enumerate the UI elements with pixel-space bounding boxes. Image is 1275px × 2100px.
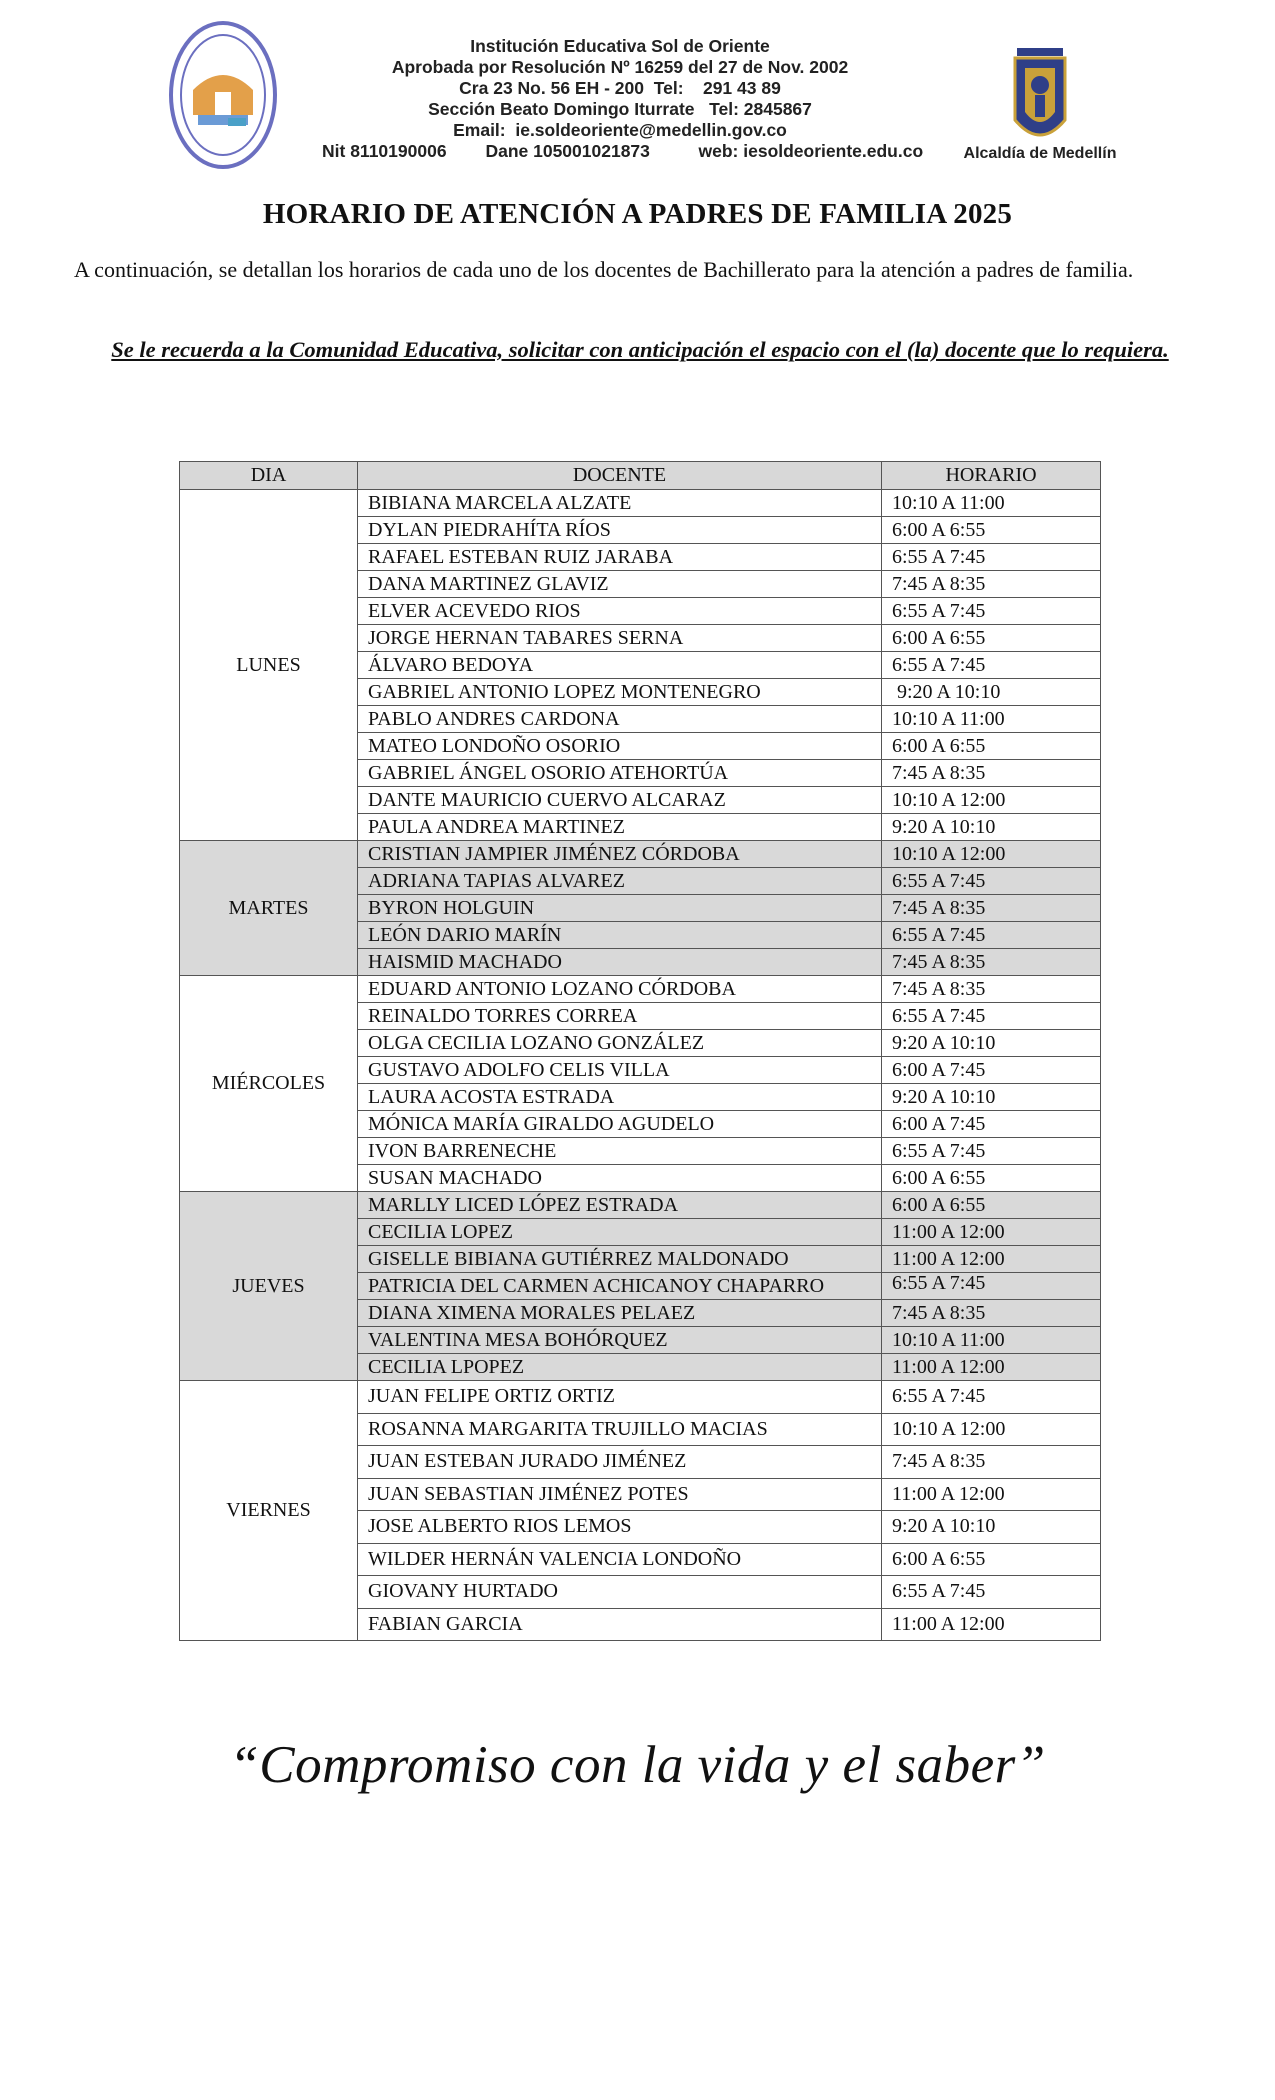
teacher-cell: GIOVANY HURTADO — [358, 1576, 882, 1609]
schedule-cell: 10:10 A 11:00 — [882, 1327, 1101, 1354]
teacher-cell: LAURA ACOSTA ESTRADA — [358, 1084, 882, 1111]
header-day: DIA — [180, 462, 358, 490]
teacher-cell: LEÓN DARIO MARÍN — [358, 922, 882, 949]
teacher-cell: WILDER HERNÁN VALENCIA LONDOÑO — [358, 1543, 882, 1576]
teacher-cell: BIBIANA MARCELA ALZATE — [358, 490, 882, 517]
schedule-cell: 7:45 A 8:35 — [882, 1446, 1101, 1479]
schedule-cell: 6:55 A 7:45 — [882, 922, 1101, 949]
teacher-cell: JOSE ALBERTO RIOS LEMOS — [358, 1511, 882, 1544]
schedule-cell: 6:55 A 7:45 — [882, 1273, 1101, 1300]
table-row — [180, 1192, 1101, 1219]
intro-paragraph: A continuación, se detallan los horarios de cada uno de los docentes de Bachillerato para la atención a padres de familia. — [74, 257, 1134, 282]
teacher-cell: EDUARD ANTONIO LOZANO CÓRDOBA — [358, 976, 882, 1003]
schedule-cell: 9:20 A 10:10 — [882, 1030, 1101, 1057]
day-cell: MIÉRCOLES — [180, 976, 358, 1192]
schedule-cell: 11:00 A 12:00 — [882, 1246, 1101, 1273]
teacher-cell: PATRICIA DEL CARMEN ACHICANOY CHAPARRO — [358, 1273, 882, 1300]
schedule-cell: 6:00 A 6:55 — [882, 625, 1101, 652]
teacher-cell: ROSANNA MARGARITA TRUJILLO MACIAS — [358, 1413, 882, 1446]
teacher-cell: OLGA CECILIA LOZANO GONZÁLEZ — [358, 1030, 882, 1057]
schedule-cell: 6:00 A 7:45 — [882, 1111, 1101, 1138]
teacher-cell: ÁLVARO BEDOYA — [358, 652, 882, 679]
teacher-cell: RAFAEL ESTEBAN RUIZ JARABA — [358, 544, 882, 571]
schedule-cell: 11:00 A 12:00 — [882, 1478, 1101, 1511]
table-row — [180, 976, 1101, 1003]
teacher-cell: CRISTIAN JAMPIER JIMÉNEZ CÓRDOBA — [358, 841, 882, 868]
teacher-cell: VALENTINA MESA BOHÓRQUEZ — [358, 1327, 882, 1354]
teacher-cell: ADRIANA TAPIAS ALVAREZ — [358, 868, 882, 895]
teacher-cell: CECILIA LOPEZ — [358, 1219, 882, 1246]
day-cell: MARTES — [180, 841, 358, 976]
teacher-cell: JORGE HERNAN TABARES SERNA — [358, 625, 882, 652]
school-emblem-logo — [168, 20, 278, 170]
teacher-cell: DIANA XIMENA MORALES PELAEZ — [358, 1300, 882, 1327]
schedule-cell: 7:45 A 8:35 — [882, 895, 1101, 922]
teacher-cell: GABRIEL ÁNGEL OSORIO ATEHORTÚA — [358, 760, 882, 787]
teacher-cell: PABLO ANDRES CARDONA — [358, 706, 882, 733]
schedule-cell: 6:55 A 7:45 — [882, 868, 1101, 895]
teacher-cell: DANTE MAURICIO CUERVO ALCARAZ — [358, 787, 882, 814]
schedule-cell: 6:55 A 7:45 — [882, 1003, 1101, 1030]
teacher-cell: PAULA ANDREA MARTINEZ — [358, 814, 882, 841]
teacher-cell: MARLLY LICED LÓPEZ ESTRADA — [358, 1192, 882, 1219]
schedule-cell: 9:20 A 10:10 — [882, 1084, 1101, 1111]
teacher-cell: HAISMID MACHADO — [358, 949, 882, 976]
schedule-cell: 7:45 A 8:35 — [882, 949, 1101, 976]
letterhead-line: Cra 23 No. 56 EH - 200 Tel: 291 43 89 — [459, 78, 781, 98]
teacher-cell: GABRIEL ANTONIO LOPEZ MONTENEGRO — [358, 679, 882, 706]
day-cell: JUEVES — [180, 1192, 358, 1381]
teacher-cell: DYLAN PIEDRAHÍTA RÍOS — [358, 517, 882, 544]
day-cell: VIERNES — [180, 1381, 358, 1641]
schedule-cell: 6:00 A 6:55 — [882, 1192, 1101, 1219]
teacher-cell: REINALDO TORRES CORREA — [358, 1003, 882, 1030]
letterhead-text — [300, 36, 940, 162]
schedule-cell: 11:00 A 12:00 — [882, 1219, 1101, 1246]
document-title: HORARIO DE ATENCIÓN A PADRES DE FAMILIA 2025 — [262, 198, 1013, 230]
header-teacher: DOCENTE — [358, 462, 882, 490]
table-row — [180, 841, 1101, 868]
schedule-cell: 10:10 A 12:00 — [882, 787, 1101, 814]
teacher-cell: JUAN ESTEBAN JURADO JIMÉNEZ — [358, 1446, 882, 1479]
teacher-cell: CECILIA LPOPEZ — [358, 1354, 882, 1381]
table-row — [180, 1381, 1101, 1414]
schedule-cell: 10:10 A 12:00 — [882, 841, 1101, 868]
teacher-cell: ELVER ACEVEDO RIOS — [358, 598, 882, 625]
schedule-cell: 6:55 A 7:45 — [882, 544, 1101, 571]
schedule-cell: 7:45 A 8:35 — [882, 1300, 1101, 1327]
schedule-cell: 6:55 A 7:45 — [882, 598, 1101, 625]
teacher-cell: SUSAN MACHADO — [358, 1165, 882, 1192]
schedule-cell: 11:00 A 12:00 — [882, 1354, 1101, 1381]
schedule-cell: 7:45 A 8:35 — [882, 760, 1101, 787]
schedule-cell: 6:00 A 6:55 — [882, 517, 1101, 544]
teacher-cell: BYRON HOLGUIN — [358, 895, 882, 922]
teacher-cell: JUAN FELIPE ORTIZ ORTIZ — [358, 1381, 882, 1414]
teacher-cell: IVON BARRENECHE — [358, 1138, 882, 1165]
teacher-cell: JUAN SEBASTIAN JIMÉNEZ POTES — [358, 1478, 882, 1511]
schedule-cell: 7:45 A 8:35 — [882, 976, 1101, 1003]
schedule-cell: 7:45 A 8:35 — [882, 571, 1101, 598]
teacher-cell: FABIAN GARCIA — [358, 1608, 882, 1641]
schedule-table — [179, 461, 1101, 1641]
schedule-cell: 10:10 A 11:00 — [882, 706, 1101, 733]
schedule-cell: 10:10 A 11:00 — [882, 490, 1101, 517]
letterhead-line: Institución Educativa Sol de Oriente — [470, 36, 770, 56]
alcaldia-label: Alcaldía de Medellín — [963, 145, 1117, 162]
schedule-cell: 6:55 A 7:45 — [882, 1381, 1101, 1414]
schedule-cell: 6:55 A 7:45 — [882, 652, 1101, 679]
table-row — [180, 490, 1101, 517]
letterhead-line: Nit 8110190006 Dane 105001021873 web: iesoldeoriente.edu.co — [322, 141, 924, 161]
schedule-cell: 9:20 A 10:10 — [882, 814, 1101, 841]
schedule-cell: 6:55 A 7:45 — [882, 1576, 1101, 1609]
schedule-cell: 11:00 A 12:00 — [882, 1608, 1101, 1641]
teacher-cell: GUSTAVO ADOLFO CELIS VILLA — [358, 1057, 882, 1084]
letterhead — [0, 0, 1275, 180]
schedule-cell: 6:00 A 6:55 — [882, 1165, 1101, 1192]
schedule-cell: 6:00 A 7:45 — [882, 1057, 1101, 1084]
teacher-cell: MÓNICA MARÍA GIRALDO AGUDELO — [358, 1111, 882, 1138]
teacher-cell: DANA MARTINEZ GLAVIZ — [358, 571, 882, 598]
schedule-cell: 6:00 A 6:55 — [882, 733, 1101, 760]
day-cell: LUNES — [180, 490, 358, 841]
letterhead-line: Email: ie.soldeoriente@medellin.gov.co — [453, 120, 787, 140]
letterhead-line: Aprobada por Resolución Nº 16259 del 27 de Nov. 2002 — [391, 57, 849, 77]
schedule-cell: 10:10 A 12:00 — [882, 1413, 1101, 1446]
header-schedule: HORARIO — [882, 462, 1101, 490]
schedule-cell: 6:00 A 6:55 — [882, 1543, 1101, 1576]
schedule-body — [180, 490, 1101, 1641]
schedule-cell: 9:20 A 10:10 — [882, 679, 1101, 706]
school-motto: “Compromiso con la vida y el saber” — [229, 1736, 1046, 1794]
reminder-note: Se le recuerda a la Comunidad Educativa, solicitar con anticipación el espacio con el (la) docente que lo requiera. — [111, 337, 1169, 362]
letterhead-line: Sección Beato Domingo Iturrate Tel: 2845867 — [428, 99, 812, 119]
teacher-cell: MATEO LONDOÑO OSORIO — [358, 733, 882, 760]
table-header-row — [180, 462, 1101, 490]
schedule-cell: 6:55 A 7:45 — [882, 1138, 1101, 1165]
teacher-cell: GISELLE BIBIANA GUTIÉRREZ MALDONADO — [358, 1246, 882, 1273]
schedule-cell: 9:20 A 10:10 — [882, 1511, 1101, 1544]
